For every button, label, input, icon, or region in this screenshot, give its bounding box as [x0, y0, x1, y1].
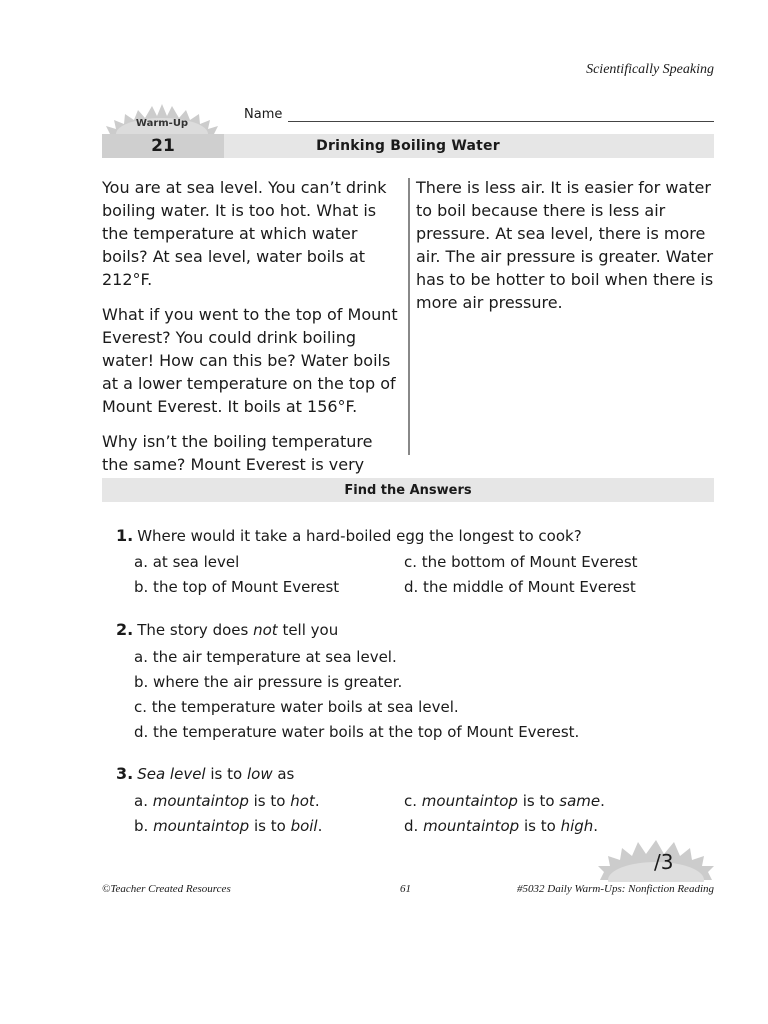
option-letter: d. [404, 817, 424, 835]
answer-option[interactable]: d. the temperature water boils at the top of Mount Everest. [134, 723, 580, 741]
option-letter: c. [404, 792, 422, 810]
passage-paragraph: What if you went to the top of Mount Everest? You could drink boiling water! How can this be? Water boils at a lower temperature on the top of Mount Everest. It boils at 156°F. [102, 305, 398, 416]
option-text: is to [248, 792, 291, 810]
page-number: 61 [400, 883, 411, 895]
answer-option[interactable] [404, 817, 598, 835]
analogy-term: low [246, 765, 273, 783]
question-text: as [272, 765, 295, 783]
analogy-term: mountaintop [152, 792, 249, 810]
question-1 [116, 526, 582, 545]
option-letter: b. [134, 817, 154, 835]
option-text: . [593, 817, 599, 835]
answer-option[interactable] [134, 792, 320, 810]
option-letter: a. [134, 792, 153, 810]
question-number: 2. [116, 620, 134, 639]
option-text: . [600, 792, 605, 810]
question-2 [116, 620, 338, 639]
question-emphasis: not [253, 621, 278, 639]
analogy-term: mountaintop [423, 817, 520, 835]
footer-book: #5032 Daily Warm-Ups: Nonfiction Reading [517, 883, 714, 895]
passage-paragraph: There is less air. It is easier for water to boil because there is less air pressure. At sea level, there is more air. The air pressure is greater. Water has to be hotter to boil when there is more air pressure. [416, 178, 714, 312]
answer-option[interactable]: c. the bottom of Mount Everest [404, 553, 638, 571]
sunburst-icon [100, 96, 224, 136]
answer-option[interactable]: b. where the air pressure is greater. [134, 673, 403, 691]
question-number: 3. [116, 764, 134, 783]
answer-option[interactable]: b. the top of Mount Everest [134, 578, 340, 596]
page-title: Drinking Boiling Water [316, 138, 500, 154]
question-number: 1. [116, 526, 134, 545]
analogy-term: same [559, 792, 601, 810]
warmup-label: Warm-Up [135, 118, 189, 129]
analogy-term: hot [290, 792, 315, 810]
question-text: is to [205, 765, 247, 783]
answer-option[interactable] [404, 792, 605, 810]
option-text: is to [517, 792, 560, 810]
passage-paragraph: You are at sea level. You can’t drink boiling water. It is too hot. What is the temperature at which water boils? At sea level, water boils at 212°F. [102, 178, 387, 289]
question-text: tell you [277, 621, 339, 639]
analogy-term: mountaintop [421, 792, 518, 810]
score-badge [596, 836, 716, 882]
passage-left [102, 176, 402, 511]
score-total: /3 [654, 850, 674, 874]
passage-paragraph: Why isn’t the boiling temperature the same? Mount Everest is very [102, 432, 373, 474]
passage-right [416, 176, 716, 326]
analogy-term: Sea level [137, 765, 206, 783]
option-text: . [317, 817, 323, 835]
warmup-number: 21 [102, 134, 224, 158]
answers-header: Find the Answers [102, 478, 714, 502]
answer-option[interactable]: a. the air temperature at sea level. [134, 648, 397, 666]
column-divider [408, 178, 410, 455]
answer-option[interactable]: d. the middle of Mount Everest [404, 578, 636, 596]
book-title: Scientifically Speaking [586, 62, 714, 77]
name-label: Name [244, 107, 283, 122]
answer-option[interactable] [134, 817, 322, 835]
question-text: The story does [137, 621, 254, 639]
option-text: . [314, 792, 320, 810]
answer-option[interactable]: c. the temperature water boils at sea level. [134, 698, 459, 716]
analogy-term: boil [290, 817, 318, 835]
answer-option[interactable]: a. at sea level [134, 553, 240, 571]
footer-publisher: ©Teacher Created Resources [102, 883, 231, 895]
name-field[interactable] [288, 121, 714, 122]
question-3 [116, 764, 294, 783]
option-text: is to [519, 817, 561, 835]
question-text: Where would it take a hard-boiled egg the longest to cook? [137, 527, 582, 545]
option-text: is to [249, 817, 291, 835]
analogy-term: mountaintop [153, 817, 250, 835]
analogy-term: high [560, 817, 594, 835]
